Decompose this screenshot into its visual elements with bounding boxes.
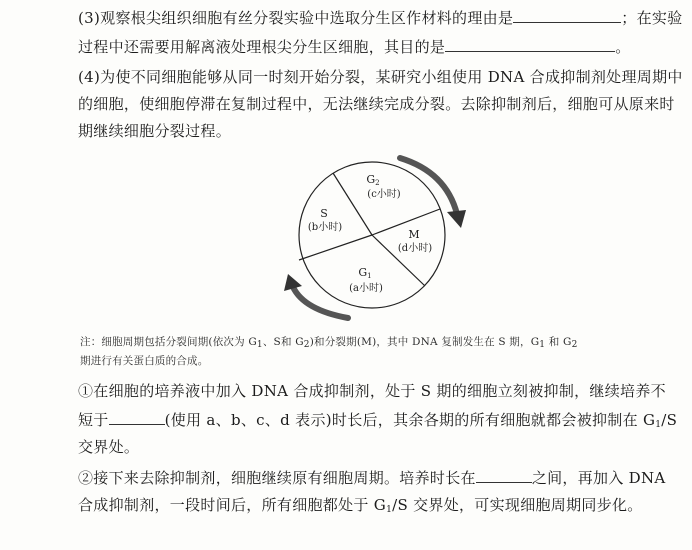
note-sub-4: 2	[571, 340, 578, 350]
s-time: (b小时)	[307, 222, 343, 233]
part1-text-2b: (使用 a、b、c、d 表示)时长后，其余各期的所有细胞就都会被抑制在 G	[164, 411, 656, 429]
note-sub-3: 1	[539, 340, 546, 350]
g1-label: G1	[358, 266, 372, 280]
note-line-1	[80, 334, 578, 353]
m-time: (d小时)	[397, 243, 433, 254]
q4-line-2: 的细胞，使细胞停滞在复制过程中，无法继续完成分裂。去除抑制剂后，细胞可从原来时	[78, 95, 675, 113]
divider-s-g1	[299, 235, 372, 260]
note-line-2: 期进行有关蛋白质的合成。	[80, 355, 209, 367]
q4-line-3: 期继续细胞分裂过程。	[78, 122, 232, 140]
note-sub-1: 1	[256, 340, 263, 350]
part1-line-2	[78, 408, 677, 436]
part1-line-1: ①在细胞的培养液中加入 DNA 合成抑制剂，处于 S 期的细胞立刻被抑制，继续培养不	[78, 382, 666, 400]
divider-g2-m	[372, 209, 440, 235]
part2-text-2a: 合成抑制剂，一段时间后，所有细胞都处于 G	[78, 496, 387, 514]
part2-line-2	[78, 494, 643, 521]
m-label: M	[408, 228, 420, 241]
part2-text-1a: ②接下来去除抑制剂，细胞继续原有细胞周期。培养时长在	[78, 469, 476, 487]
arrow-upper-right-head	[447, 210, 466, 228]
part1-text-2c: /S	[661, 411, 678, 429]
arrow-lower-left	[293, 287, 348, 318]
g2-label: G2	[366, 173, 380, 187]
part2-text-2b: /S 交界处，可实现细胞周期同步化。	[392, 496, 643, 514]
q3-text-1b: ；在实验	[621, 9, 683, 27]
part2-text-1b: 之间，再加入 DNA	[531, 469, 666, 487]
part1-blank[interactable]	[109, 408, 165, 425]
note-text-d: 和 G	[545, 336, 572, 348]
part1-text-2a: 短于	[78, 411, 109, 429]
part1-sub: 1	[655, 420, 662, 430]
note-text-a: 注：细胞周期包括分裂间期(依次为 G	[80, 336, 257, 348]
s-label: S	[320, 207, 328, 220]
q3-text-1a: (3)观察根尖组织细胞有丝分裂实验中选取分生区作材料的理由是	[78, 9, 514, 27]
note-sub-2: 2	[303, 340, 310, 350]
arrow-lower-left-head	[284, 274, 302, 291]
arrow-upper-right	[400, 158, 457, 214]
q3-text-2b: 。	[615, 38, 631, 56]
g2-time: (c小时)	[367, 189, 401, 200]
q4-line-1: (4)为使不同细胞能够从同一时刻开始分裂，某研究小组使用 DNA 合成抑制剂处理周期中	[78, 68, 683, 86]
q3-text-2a: 过程中还需要用解离液处理根尖分生区细胞，其目的是	[78, 38, 446, 56]
part2-line-1	[78, 466, 666, 489]
note-text-c: )和分裂期(M)，其中 DNA 复制发生在 S 期，G	[309, 336, 540, 348]
part2-sub: 1	[386, 505, 393, 515]
note-text-b: 、S和 G	[262, 336, 304, 348]
part1-line-3: 交界处。	[78, 438, 140, 456]
part2-blank[interactable]	[476, 466, 532, 483]
g1-time: (a小时)	[349, 283, 383, 294]
